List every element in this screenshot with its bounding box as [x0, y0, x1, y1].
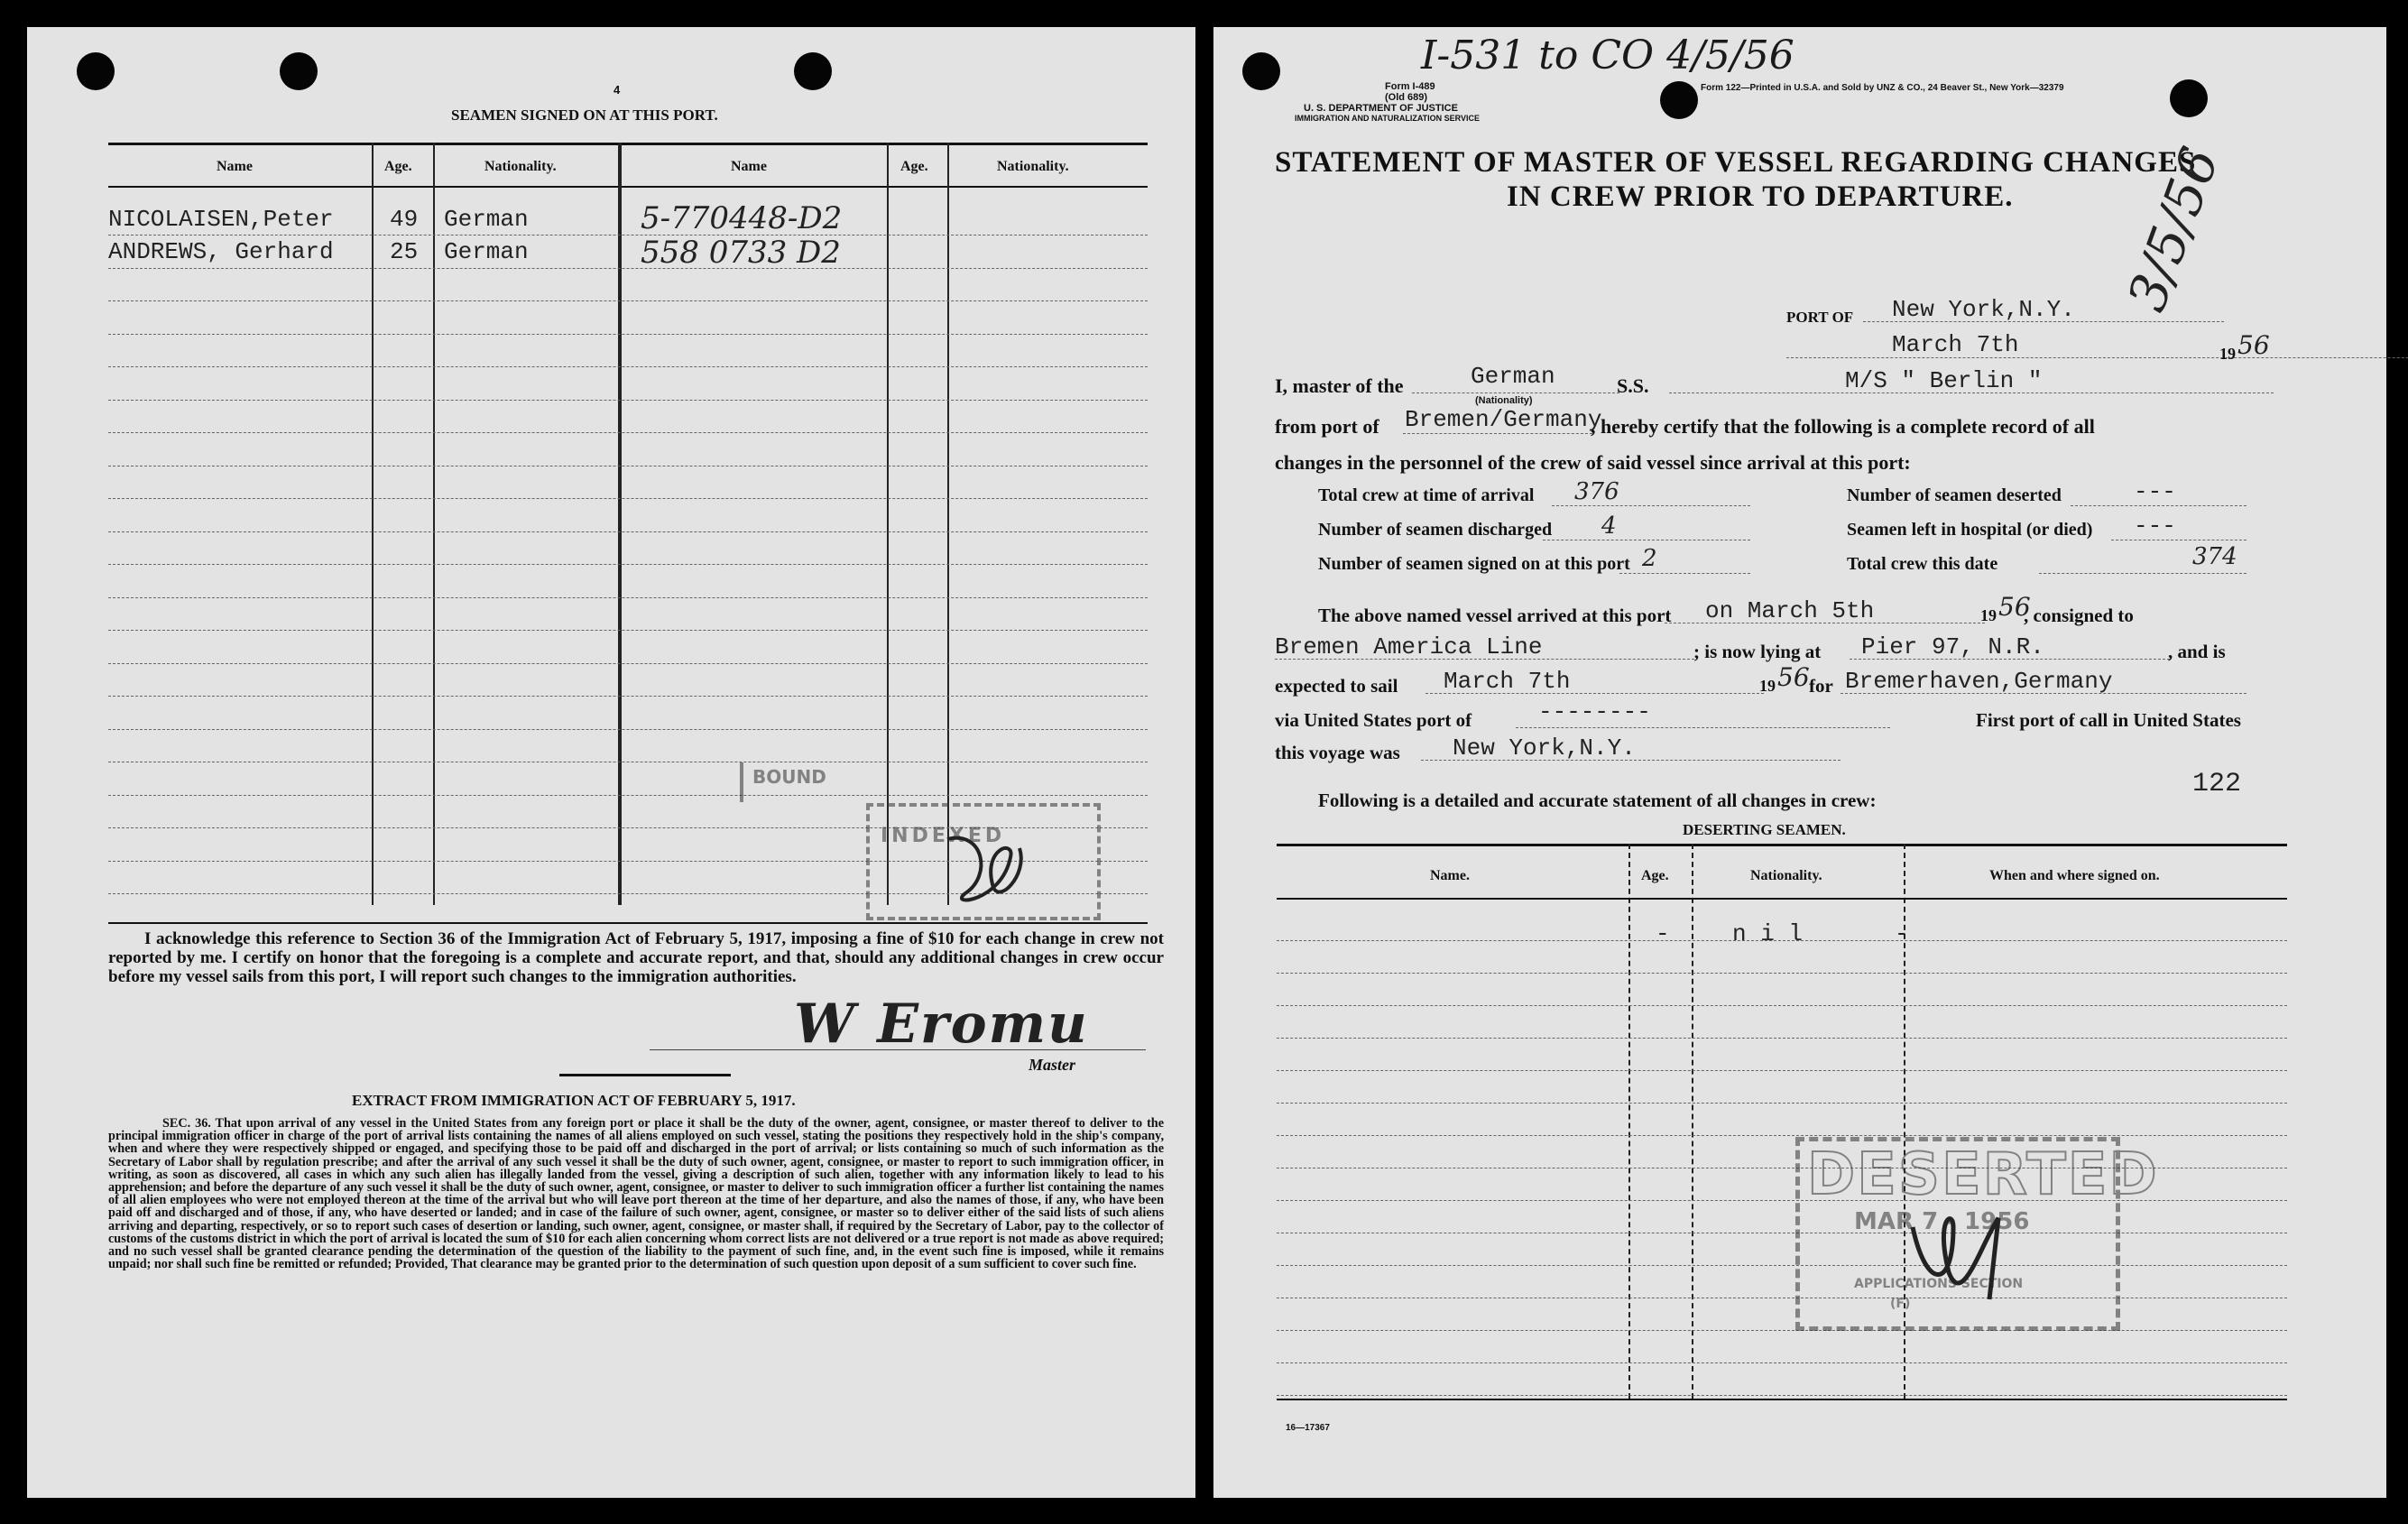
and-is-label: , and is [2168, 641, 2226, 662]
changes-text: changes in the personnel of the crew of said vessel since arrival at this port: [1275, 451, 1911, 474]
field-line [1516, 727, 1890, 728]
des-col-when-where: When and where signed on. [1989, 868, 2160, 883]
signature-line [650, 1049, 1146, 1050]
bound-stamp: BOUND [740, 762, 893, 802]
left-page [27, 27, 1195, 1498]
via-value: -------- [1538, 698, 1651, 725]
initials-scribble [929, 821, 1038, 920]
table-header-rule [108, 186, 1148, 188]
total-crew-value: 376 [1574, 478, 1619, 505]
vessel-name: M/S " Berlin " [1845, 367, 2043, 394]
field-line [1863, 321, 2224, 322]
col-divider [1692, 844, 1693, 1399]
for-label: for [1809, 675, 1833, 697]
crew-name: ANDREWS, Gerhard [108, 238, 334, 265]
punch-hole [2170, 79, 2208, 117]
table-rule-line [1277, 1070, 2287, 1071]
col-header-age-2: Age. [900, 159, 928, 174]
table-rule-line [108, 366, 1148, 367]
certify-text: , hereby certify that the following is a complete record of all [1591, 415, 2095, 438]
master-of-label: I, master of the [1275, 374, 1404, 397]
form-title-line-2: IN CREW PRIOR TO DEPARTURE. [1507, 180, 2014, 213]
this-voyage-label: this voyage was [1275, 742, 1400, 763]
page-number: 4 [614, 83, 621, 97]
field-line [1403, 433, 1592, 434]
table-rule-line [1277, 1395, 2287, 1396]
nationality-value: German [1471, 363, 1555, 390]
field-line [1425, 693, 1764, 694]
table-bottom-rule [108, 922, 1148, 924]
deserting-table-top [1277, 844, 2287, 846]
lying-value: Pier 97, N.R. [1861, 633, 2044, 660]
hospital-value: --- [2134, 513, 2176, 540]
table-rule-line [108, 498, 1148, 499]
field-line [1786, 357, 2408, 358]
handwritten-file-number: I-531 to CO 4/5/56 [1421, 32, 1794, 79]
reference-number: 122 [2192, 769, 2242, 799]
col-divider [947, 143, 949, 905]
table-rule-line [108, 663, 1148, 664]
col-header-nationality: Nationality. [484, 159, 557, 174]
stamp-word: DESERTED [1807, 1141, 2159, 1208]
from-port-label: from port of [1275, 415, 1379, 438]
table-rule-line [1277, 1103, 2287, 1104]
stamp-section: APPLICATIONS SECTION [1854, 1277, 2024, 1291]
total-today-label: Total crew this date [1847, 554, 1998, 574]
form-number: Form I-489 [1385, 81, 1435, 92]
nil-dash: - [1895, 920, 1909, 947]
expected-label: expected to sail [1275, 675, 1398, 697]
des-col-nationality: Nationality. [1750, 868, 1822, 883]
lying-label: ; is now lying at [1693, 641, 1822, 662]
nil-entry: n i l [1732, 920, 1804, 947]
total-today-value: 374 [2192, 543, 2237, 570]
table-rule-line [1277, 973, 2287, 974]
master-signature: W Eromu [794, 993, 1089, 1056]
service-name: IMMIGRATION AND NATURALIZATION SERVICE [1295, 114, 1480, 123]
punch-hole [1660, 81, 1698, 119]
field-line [1841, 693, 2247, 694]
nil-dash: - [1656, 920, 1670, 947]
punch-hole [77, 52, 115, 90]
crew-age: 49 [390, 206, 419, 233]
table-rule-line [1277, 1362, 2287, 1363]
table-rule-line [108, 729, 1148, 730]
deserting-table-bottom [1277, 1399, 2287, 1400]
expected-year-suffix: 56 [1777, 662, 1810, 692]
col-divider [618, 143, 622, 905]
handwritten-number: 558 0733 D2 [641, 235, 841, 271]
table-rule-line [108, 564, 1148, 565]
for-value: Bremerhaven,Germany [1845, 668, 2113, 695]
crew-age: 25 [390, 238, 419, 265]
consignee-value: Bremen America Line [1275, 633, 1543, 660]
col-divider [1628, 844, 1630, 1399]
table-top-rule [108, 143, 1148, 145]
crew-name: NICOLAISEN,Peter [108, 206, 334, 233]
stamp-date: MAR 7 - 1956 [1854, 1208, 2030, 1235]
arrived-year-prefix: 19 [1980, 606, 1997, 624]
table-rule-line [1277, 940, 2287, 941]
total-crew-label: Total crew at time of arrival [1318, 485, 1535, 505]
deserted-value: --- [2134, 478, 2176, 505]
field-line [1552, 505, 1750, 506]
expected-year-prefix: 19 [1759, 677, 1776, 695]
col-header-nationality-2: Nationality. [997, 159, 1069, 174]
field-line [2071, 505, 2247, 506]
year-suffix: 56 [2237, 330, 2270, 360]
handwritten-date: 3/5/56 [2116, 139, 2231, 319]
punch-hole [1242, 52, 1280, 90]
field-line [1850, 659, 2170, 660]
des-col-name: Name. [1430, 868, 1470, 883]
handwritten-number: 5-770448-D2 [641, 200, 843, 236]
arrived-label: The above named vessel arrived at this port [1318, 605, 1672, 626]
table-rule-line [1277, 1265, 2287, 1266]
arrived-value: on March 5th [1705, 597, 1875, 624]
footer-code: 16—17367 [1286, 1423, 1330, 1433]
from-port-value: Bremen/Germany [1405, 406, 1602, 433]
deserting-header-rule [1277, 898, 2287, 900]
clerk-scribble [1899, 1191, 2025, 1317]
table-rule-line [108, 400, 1148, 401]
year-prefix: 19 [2219, 345, 2236, 363]
table-rule-line [1277, 1330, 2287, 1331]
port-label: PORT OF [1786, 309, 1854, 326]
table-rule-line [1277, 1038, 2287, 1039]
indexed-stamp: INDEXED [866, 803, 1101, 920]
following-text: Following is a detailed and accurate statement of all changes in crew: [1318, 790, 1877, 811]
table-rule-line [108, 334, 1148, 335]
form-title-line-1: STATEMENT OF MASTER OF VESSEL REGARDING CHANGES [1275, 146, 2197, 179]
col-divider [372, 143, 374, 905]
section-title: SEAMEN SIGNED ON AT THIS PORT. [451, 106, 718, 124]
date-value: March 7th [1892, 331, 2019, 358]
col-header-name-2: Name [731, 159, 767, 174]
punch-hole [794, 52, 832, 90]
extract-title: EXTRACT FROM IMMIGRATION ACT OF FEBRUARY 5, 1917. [352, 1092, 796, 1109]
first-port-label: First port of call in United States [1976, 709, 2241, 731]
expected-value: March 7th [1444, 668, 1571, 695]
col-header-age: Age. [384, 159, 412, 174]
field-line [2039, 573, 2247, 574]
table-rule-line [108, 531, 1148, 532]
field-line [1275, 659, 1694, 660]
arrived-year-suffix: 56 [1998, 592, 2031, 622]
right-page [1213, 27, 2386, 1498]
table-rule-line [108, 235, 1148, 236]
extract-text: SEC. 36. That upon arrival of any vessel in the United States from any foreign port or place it shall be the duty of the owner, agent, consignee, or master thereof to deliver to the principal immigration officer in charge of the port of arrival lists containing the names of all aliens employed on such vessel, stating the positions they respectively hold in the ship's company, when and where they were respectively shipped or engaged, and specifying those to be paid off and discharged in the port of arrival; or lists containing so much of such information as the Secretary of Labor shall by regulation prescribe; and after the arrival of any such vessel it shall be the duty of such owner, agent, consignee, or master to report to such immigration officer, in writing, as soon as discovered, all cases in which any such alien has illegally landed from the vessel, giving a description of such alien, together with any information likely to lead to his apprehension; and before the departure of any such vessel it shall be the duty of such owner, agent, consignee, or master to deliver to such immigration officer a further list containing the names of all alien employees who were not employed thereon at the time of the arrival but who will leave port thereon at the time of her departure, and also the names of those, if any, who have been paid off and discharged and of those, if any, who have deserted or landed; and in case of the failure of such owner, agent, consignee, or master so to deliver either of the said lists of such aliens arriving and departing, respectively, or so to report such cases of desertion or landing, such owner, agent, consignee, or master shall, if required by the Secretary of Labor, pay to the collector of customs of the customs district in which the port of arrival is located the sum of $10 for each alien concerning whom correct lists are not delivered or a true report is not made as above required; and no such vessel shall be granted clearance pending the determination of the question of the liability to the payment of such fine, and, in the event such fine is imposed, while it remains unpaid; nor shall such fine be remitted or refunded; Provided, That clearance may be granted prior to the determination of such question upon deposit of a sum sufficient to cover such fine. [108, 1116, 1164, 1272]
table-rule-line [108, 630, 1148, 631]
table-rule-line [1277, 1135, 2287, 1136]
col-divider [433, 143, 435, 905]
deserting-title: DESERTING SEAMEN. [1683, 821, 1846, 838]
ss-label: S.S. [1617, 374, 1649, 397]
crew-nationality: German [444, 238, 529, 265]
discharged-value: 4 [1601, 513, 1617, 540]
via-label: via United States port of [1275, 709, 1472, 731]
table-rule-line [108, 597, 1148, 598]
consigned-label: , consigned to [2024, 605, 2134, 626]
punch-hole [280, 52, 318, 90]
discharged-label: Number of seamen discharged [1318, 520, 1553, 540]
master-label: Master [1029, 1056, 1076, 1074]
crew-nationality: German [444, 206, 529, 233]
acknowledgment-text: I acknowledge this reference to Section 36 of the Immigration Act of February 5, 1917, imposing a fine of $10 for each change in crew not reported by me. I certify on honor that the foregoing is a complete and accurate report, and that, should any additional changes in crew occur before my vessel sails from this port, I will report such changes to the immigration authorities. [108, 929, 1164, 986]
table-rule-line [108, 432, 1148, 433]
col-header-name: Name [217, 159, 253, 174]
department-name: U. S. DEPARTMENT OF JUSTICE [1304, 103, 1458, 114]
signed-on-value: 2 [1642, 545, 1657, 572]
printer-note: Form 122—Printed in U.S.A. and Sold by UNZ & CO., 24 Beaver St., New York—32379 [1701, 83, 2064, 93]
hospital-label: Seamen left in hospital (or died) [1847, 520, 2093, 540]
this-voyage-value: New York,N.Y. [1453, 734, 1636, 762]
deserted-label: Number of seamen deserted [1847, 485, 2062, 505]
des-col-age: Age. [1641, 868, 1669, 883]
divider-bar [559, 1074, 731, 1076]
table-rule-line [108, 268, 1148, 269]
table-rule-line [108, 795, 1148, 796]
form-old-number: (Old 689) [1385, 92, 1428, 103]
port-value: New York,N.Y. [1892, 296, 2075, 323]
table-rule-line [1277, 1005, 2287, 1006]
table-rule-line [108, 696, 1148, 697]
stamp-code: (F) [1890, 1297, 1911, 1311]
field-line [1421, 760, 1841, 761]
table-rule-line [108, 300, 1148, 301]
signed-on-label: Number of seamen signed on at this port [1318, 554, 1630, 574]
field-line [1619, 573, 1750, 574]
nationality-caption: (Nationality) [1475, 395, 1533, 406]
